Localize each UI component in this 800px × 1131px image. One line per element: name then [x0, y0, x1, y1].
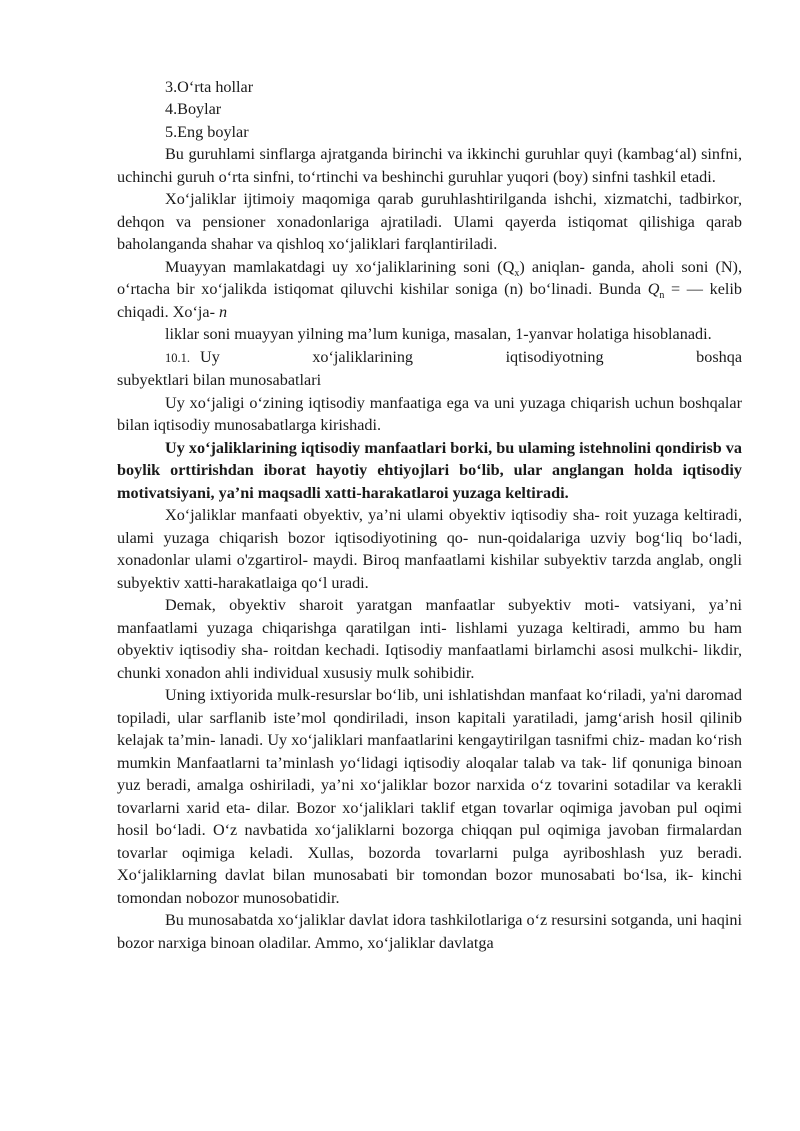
formula-text-before: Muayyan mamlakatdagi uy xo‘jaliklarining soni (Q [165, 257, 515, 276]
heading-word: iqtisodiyotning [505, 347, 604, 366]
formula-text-mid: ) aniqlan- ganda, aholi soni (N), o‘rtacha bir xo‘jalikda istiqomat qiluvchi kishilar soniga (n) bo‘linadi. Bunda [117, 257, 742, 299]
paragraph-groups: Bu guruhlami sinflarga ajratganda birinchi va ikkinchi guruhlar quyi (kambag‘al) sinfni, uchinchi guruh o‘rta sinfni, to‘rtinchi va beshinchi guruhlar yuqori (boy) sinfni tashkil etadi. [117, 145, 742, 186]
formula-subscript-x: x [514, 267, 520, 279]
section-heading-line2: subyektlari bilan munosabatlari [117, 371, 322, 390]
list-item: 5.Eng boylar [165, 122, 249, 141]
paragraph-objective: Xo‘jaliklar manfaati obyektiv, ya’ni ulami obyektiv iqtisodiy sha- roit yuzaga keltiradi, ulami yuzaga chiqarish bozor iqtisodiyotining qo- nun-qoidalariga uzviy bog‘liq bo‘ladi, xonadonlar ulami o'zgartirol- maydi. Biroq manfaatlami kishilar subyektiv tarzda anglab, ongli subyektiv xatti-harakatlaiga qo‘l uradi. [117, 506, 742, 592]
formula-q: Q [647, 280, 660, 299]
list-item: 4.Boylar [165, 100, 222, 119]
paragraph-formula-continued: liklar soni muayyan yilning ma’lum kuniga, masalan, 1-yanvar holatiga hisoblanadi. [165, 325, 712, 344]
document-page [117, 76, 742, 954]
section-number: 10.1. [165, 350, 190, 365]
heading-word: xo‘jaliklarining [312, 347, 414, 366]
paragraph-bold-definition: Uy xo‘jaliklarining iqtisodiy manfaatlari borki, bu ulaming istehnolini qondirisb va boylik orttirishdan iborat hayotiy ehtiyojlari bo‘lib, ular anglangan holda iqtisodiy motivatsiyani, ya’ni maqsadli xatti-harakatlaroi yuzaga keltiradi. [117, 438, 742, 502]
paragraph-last: Bu munosabatda xo‘jaliklar davlat idora tashkilotlariga o‘z resursini sotganda, uni haqini bozor narxiga binoan oladilar. Ammo, xo‘jaliklar davlatga [117, 911, 742, 952]
formula-n: n [219, 302, 228, 321]
paragraph-social-status: Xo‘jaliklar ijtimoiy maqomiga qarab guruhlashtirilganda ishchi, xizmatchi, tadbirkor, dehqon va pensioner xonadonlariga ajratiladi. Ulami qayerda istiqomat qilishiga qarab baholanganda shahar va qishloq xo‘jaliklari farqlantiriladi. [117, 190, 742, 254]
heading-word: boshqa [696, 347, 742, 366]
paragraph-household-formula [117, 256, 742, 324]
section-heading [117, 346, 742, 369]
formula-subscript-n: n [659, 290, 665, 302]
list-item: 3.O‘rta hollar [165, 78, 254, 96]
paragraph-interest: Uy xo‘jaligi o‘zining iqtisodiy manfaatiga ega va uni yuzaga chiqarish uchun boshqalar bilan iqtisodiy munosabatlarga kirishadi. [117, 393, 742, 435]
formula-text-after: = — kelib chiqadi. Xo‘ja- [117, 280, 742, 321]
heading-word: Uy [200, 347, 220, 366]
paragraph-uning: Uning ixtiyorida mulk-resurslar bo‘lib, uni ishlatishdan manfaat ko‘riladi, ya'ni daromad topiladi, ular sarflanib iste’mol qondiriladi, inson kapitali yaratiladi, jamg‘arish hosil qilinib kelajak ta’min- lanadi. Uy xo‘jaliklari manfaatlarini kengaytirilgan tasnifmi chiz- madan ko‘rish mumkin Manfaatlarni ta’minlash yo‘lidagi iqtisodiy aloqalar talab va tak- lif qonuniga binoan yuz beradi, amalga oshiriladi, ya’ni xo‘jaliklar bozor narxida o‘z tovarini sotadilar va kerakli tovarlarni xarid eta- dilar. Bozor xo‘jaliklari taklif etgan tovarlar oqimiga javoban pul oqimi hosil bo‘ladi. O‘z navbatida xo‘jaliklarni bozorga chiqqan pul oqimiga javoban firmalardan tovarlar oqimiga keladi. Xullas, bozorda tovarlarni pulga ayriboshlash yuz beradi. Xo‘jaliklarning davlat bilan munosabati bir tomondan bozor munosabati bo‘lsa, ik- kinchi tomondan nobozor munosobatidir. [117, 686, 742, 907]
paragraph-demak: Demak, obyektiv sharoit yaratgan manfaatlar subyektiv moti- vatsiyani, ya’ni manfaatlami yuzaga chiqarishga qaratilgan inti- lishlami yuzaga keltiradi, ammo bu ham obyektiv iqtisodiy sha- roitdan kechadi. Iqtisodiy manfaatlami birlamchi asosi mulkchi- likdir, chunki xonadon ahli individual xususiy mulk sohibidir. [117, 596, 742, 682]
